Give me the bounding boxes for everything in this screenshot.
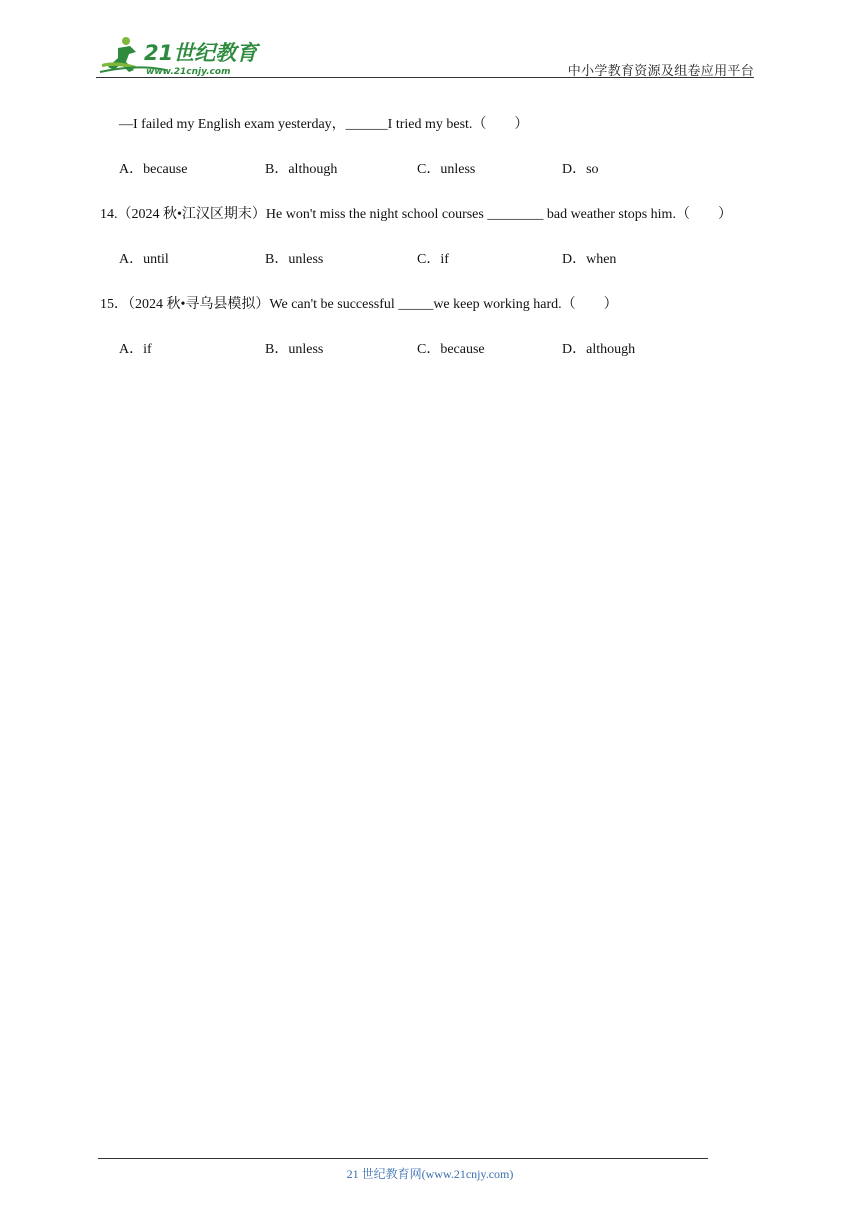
- svg-text:21世纪教育: 21世纪教育: [144, 41, 258, 65]
- question-13-stem: —I failed my English exam yesterday，______I tried my best.（ ）: [119, 117, 529, 132]
- header-divider: [96, 77, 754, 78]
- option-c: C．unless: [417, 162, 476, 177]
- option-c: C．if: [417, 252, 449, 267]
- site-logo: [96, 34, 266, 78]
- answer-blank: ______: [345, 117, 388, 132]
- option-b: B．unless: [265, 342, 324, 357]
- answer-blank: _____: [398, 297, 434, 312]
- option-a: A．if: [119, 342, 152, 357]
- question-14-stem: 14.（2024 秋•江汉区期末）He won't miss the night school courses ________ bad weather stops him.（ ）: [100, 207, 732, 222]
- footer-link[interactable]: 21 世纪教育网(www.21cnjy.com): [346, 1167, 514, 1181]
- option-d: D．when: [562, 252, 617, 267]
- option-a: A．until: [119, 252, 169, 267]
- option-b: B．although: [265, 162, 338, 177]
- runner-logo-icon: [96, 34, 266, 78]
- footer-divider: [98, 1158, 708, 1159]
- option-c: C．because: [417, 342, 485, 357]
- answer-blank: ________: [487, 207, 544, 222]
- option-d: D．so: [562, 162, 599, 177]
- option-a: A．because: [119, 162, 188, 177]
- question-15-stem: 15．（2024 秋•寻乌县模拟）We can't be successful _____we keep working hard.（ ）: [100, 297, 618, 312]
- platform-title: 中小学教育资源及组卷应用平台: [567, 64, 754, 79]
- page-header: [0, 0, 860, 90]
- option-b: B．unless: [265, 252, 324, 267]
- option-d: D．although: [562, 342, 636, 357]
- svg-text:www.21cnjy.com: www.21cnjy.com: [146, 67, 231, 77]
